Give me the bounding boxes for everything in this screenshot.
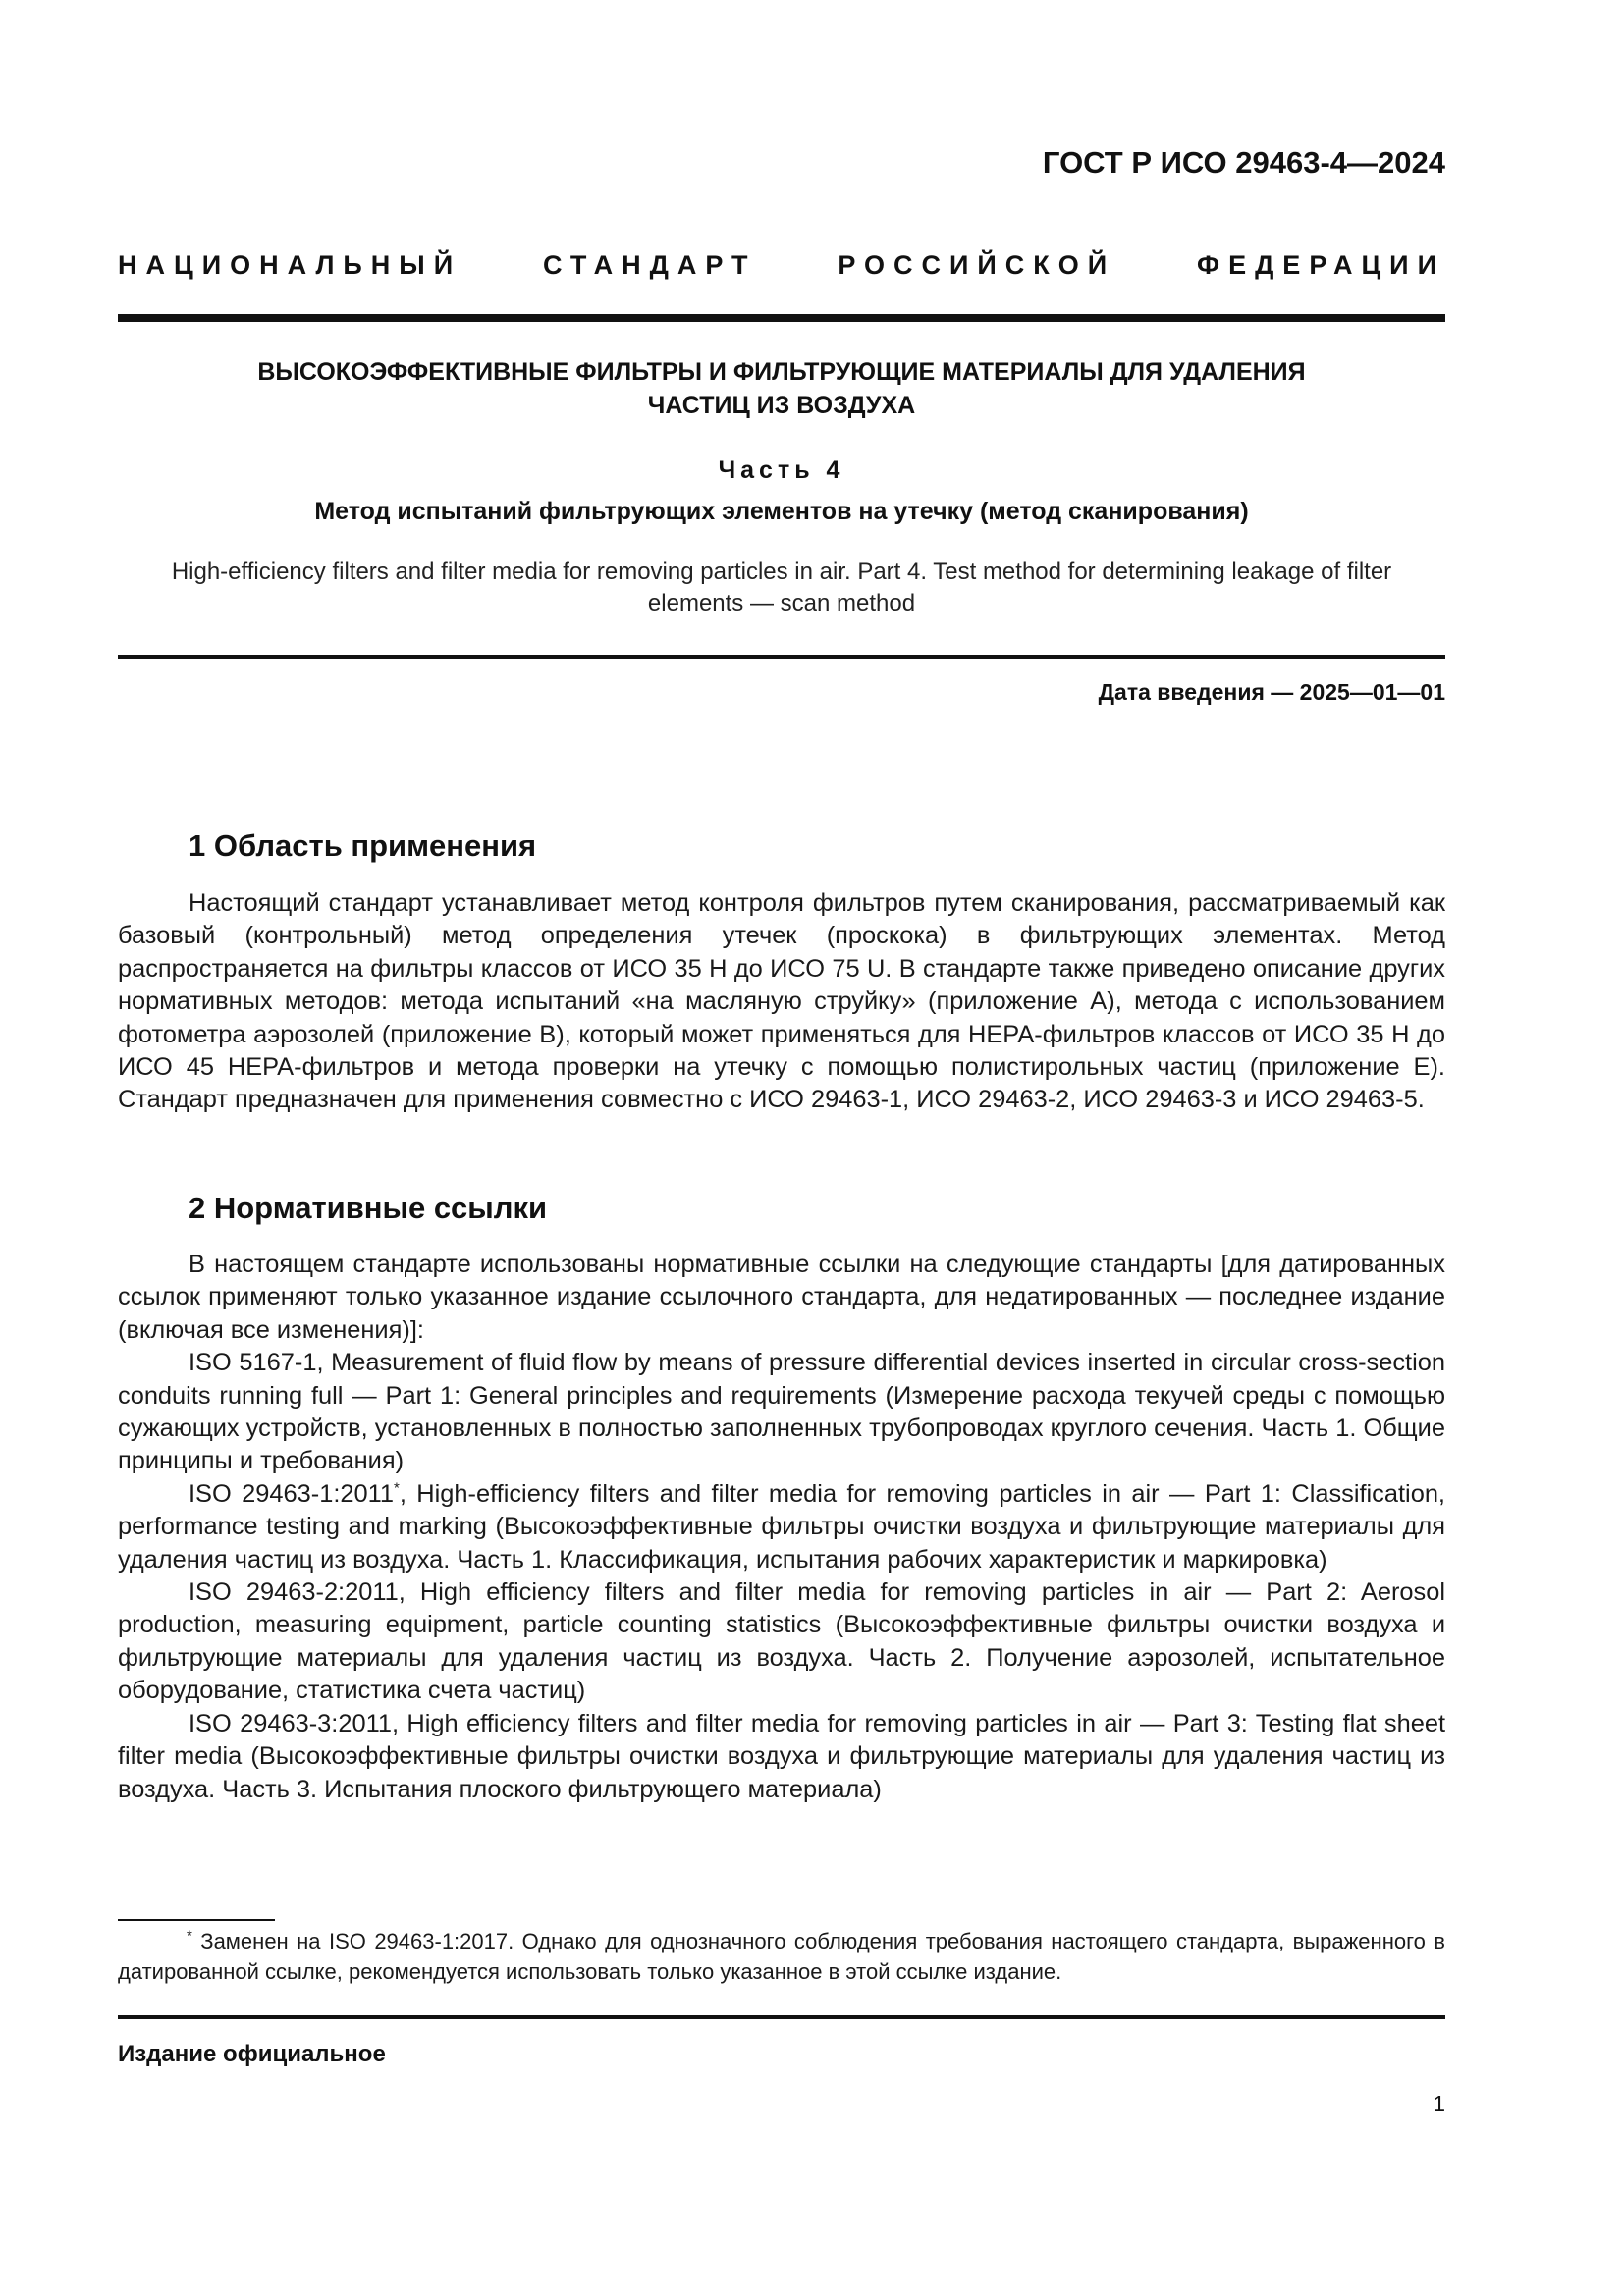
document-title [118,355,1445,422]
document-subtitle: Метод испытаний фильтрующих элементов на утечку (метод сканирования) [314,498,1249,525]
reference-text: , High-efficiency filters and filter media for removing particles in air — Part 1: Classification, performance testing and marking (Высокоэффективные фильтры очистки воздуха и фильтрующие материалы для удаления частиц из воздуха. Часть 1. Классификация, испытания рабочих характеристик и маркировка) [118,1479,1445,1574]
section-1-heading: 1 Область применения [189,828,537,863]
reference-iso-29463-1 [118,1478,1445,1576]
title-line-1: ВЫСОКОЭФФЕКТИВНЫЕ ФИЛЬТРЫ И ФИЛЬТРУЮЩИЕ МАТЕРИАЛЫ ДЛЯ УДАЛЕНИЯ [257,358,1306,386]
page-number: 1 [1433,2091,1445,2116]
reference-code: ISO 29463-1:2011 [189,1479,394,1508]
english-title [118,557,1445,619]
section-2-body [118,1249,1445,1806]
footnote-body: Заменен на ISO 29463-1:2017. Однако для однозначного соблюдения требования настоящего стандарта, выраженного в датированной ссылке, рекомендуется использовать только указанное в этой ссылке издание. [118,1929,1445,1984]
footer-rule [118,2015,1445,2019]
header-rule [118,314,1445,322]
part-label: Часть 4 [718,456,845,484]
section-2-intro: В настоящем стандарте использованы нормативные ссылки на следующие стандарты [для датированных ссылок применяют только указанное издание ссылочного стандарта, для недатированных — последнее издание (включая все изменения)]: [118,1251,1445,1344]
section-1-body [118,887,1445,1117]
official-edition-label: Издание официальное [118,2041,386,2067]
reference-iso-29463-3: ISO 29463-3:2011, High efficiency filters and filter media for removing particles in air — Part 3: Testing flat sheet filter media (Высокоэффективные фильтры очистки воздуха и фильтрующие материалы для удаления частиц из воздуха. Часть 3. Испытания плоского фильтрующего материала) [118,1709,1445,1803]
footnote-rule [118,1919,275,1921]
english-title-line-1: High-efficiency filters and filter media for removing particles in air. Part 4. Test method for determining leakage of filter [171,559,1392,585]
footnote-mark: * [187,1927,192,1945]
introduction-date: Дата введения — 2025—01—01 [1098,679,1445,705]
footnote [118,1926,1445,1987]
title-rule [118,655,1445,659]
title-line-2: ЧАСТИЦ ИЗ ВОЗДУХА [647,392,916,419]
footnote-text [118,1926,1445,1987]
standard-code: ГОСТ Р ИСО 29463-4—2024 [1042,145,1445,180]
english-title-line-2: elements — scan method [647,590,916,616]
section-2-heading: 2 Нормативные ссылки [189,1191,548,1225]
section-1-paragraph: Настоящий стандарт устанавливает метод контроля фильтров путем сканирования, рассматриваемый как базовый (контрольный) метод определения утечек (проскока) в фильтрующих элементах. Метод распространяется на фильтры классов от ИСО 35 H до ИСО 75 U. В стандарте также приведено описание других нормативных методов: метода испытаний «на масляную струйку» (приложение А), метода с использованием фотометра аэрозолей (приложение В), который может применяться для HEPA-фильтров классов от ИСО 35 H до ИСО 45 HEPA-фильтров и метода проверки на утечку с помощью полистирольных частиц (приложение Е). Стандарт предназначен для применения совместно с ИСО 29463-1, ИСО 29463-2, ИСО 29463-3 и ИСО 29463-5. [118,889,1445,1114]
reference-iso-5167-1: ISO 5167-1, Measurement of fluid flow by means of pressure differential devices inserted in circular cross-section conduits running full — Part 1: General principles and requirements (Измерение расхода текучей среды с помощью сужающих устройств, установленных в полностью заполненных трубопроводах круглого сечения. Часть 1. Общие принципы и требования) [118,1349,1445,1475]
national-standard-banner: НАЦИОНАЛЬНЫЙ СТАНДАРТ РОССИЙСКОЙ ФЕДЕРАЦИИ [118,250,1445,280]
reference-iso-29463-2: ISO 29463-2:2011, High efficiency filters and filter media for removing particles in air — Part 2: Aerosol production, measuring equipment, particle counting statistics (Высокоэффективные фильтры очистки воздуха и фильтрующие материалы для удаления частиц из воздуха. Часть 2. Получение аэрозолей, испытательное оборудование, статистика счета частиц) [118,1578,1445,1705]
footnote-mark: * [393,1479,400,1497]
